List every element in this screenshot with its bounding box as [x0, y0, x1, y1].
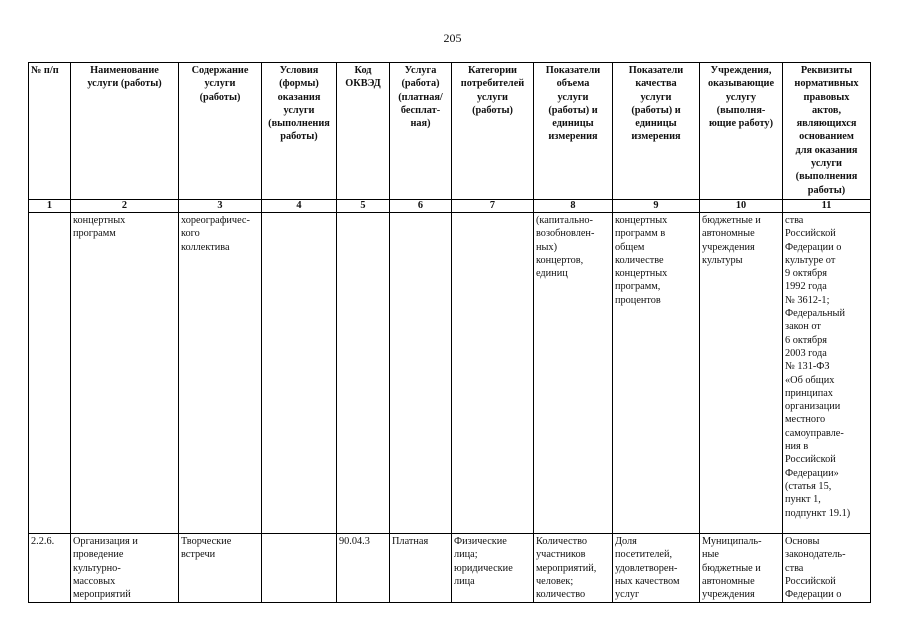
column-number: 5: [337, 200, 390, 213]
header-cell: Учреждения, оказывающие услугу (выполня- ющие работу): [700, 63, 783, 200]
header-cell: Категории потребителей услуги (работы): [452, 63, 534, 200]
table-cell: Количество участников мероприятий, человек; количество: [534, 534, 613, 603]
header-cell: Реквизиты нормативных правовых актов, являющихся основанием для оказания услуги (выполнения работы): [783, 63, 871, 200]
table-cell: Физические лица; юридические лица: [452, 534, 534, 603]
table-cell: [390, 213, 452, 534]
table-cell: [29, 213, 71, 534]
table-cell: хореографичес- кого коллектива: [179, 213, 262, 534]
column-number: 9: [613, 200, 700, 213]
table-cell: 2.2.6.: [29, 534, 71, 603]
header-cell: № п/п: [29, 63, 71, 200]
column-number: 6: [390, 200, 452, 213]
services-table: [28, 62, 871, 603]
header-cell: Содержание услуги (работы): [179, 63, 262, 200]
column-number: 4: [262, 200, 337, 213]
header-cell: Показатели качества услуги (работы) и единицы измерения: [613, 63, 700, 200]
table-cell: Доля посетителей, удовлетворен- ных качеством услуг: [613, 534, 700, 603]
table-cell: [452, 213, 534, 534]
header-cell: Услуга (работа) (платная/ бесплат- ная): [390, 63, 452, 200]
header-cell: Условия (формы) оказания услуги (выполнения работы): [262, 63, 337, 200]
column-number: 3: [179, 200, 262, 213]
table-row: [29, 213, 871, 534]
table-header-row: [29, 63, 871, 200]
table-cell: [262, 534, 337, 603]
table-cell: [262, 213, 337, 534]
table-cell: Платная: [390, 534, 452, 603]
header-cell: Наименование услуги (работы): [71, 63, 179, 200]
table-cell: Основы законодатель- ства Российской Федерации о: [783, 534, 871, 603]
table-row: [29, 534, 871, 603]
column-number: 1: [29, 200, 71, 213]
table-cell: ства Российской Федерации о культуре от 9 октября 1992 года № 3612-1; Федеральный закон от 6 октября 2003 года № 131-ФЗ «Об общих принципах организации местного самоуправле- ния в Российской Федерации» (статья 15, пункт 1, подпункт 19.1): [783, 213, 871, 534]
header-cell: Показатели объема услуги (работы) и единицы измерения: [534, 63, 613, 200]
column-number: 8: [534, 200, 613, 213]
table-cell: бюджетные и автономные учреждения культуры: [700, 213, 783, 534]
column-number: 10: [700, 200, 783, 213]
table-cell: концертных программ: [71, 213, 179, 534]
header-cell: Код ОКВЭД: [337, 63, 390, 200]
table-cell: Муниципаль- ные бюджетные и автономные учреждения: [700, 534, 783, 603]
table-cell: [337, 213, 390, 534]
column-number: 7: [452, 200, 534, 213]
column-number: 11: [783, 200, 871, 213]
column-number-row: [29, 200, 871, 213]
column-number: 2: [71, 200, 179, 213]
table-cell: (капитально- возобновлен- ных) концертов, единиц: [534, 213, 613, 534]
table-cell: Творческие встречи: [179, 534, 262, 603]
table-cell: концертных программ в общем количестве концертных программ, процентов: [613, 213, 700, 534]
table-cell: Организация и проведение культурно- массовых мероприятий: [71, 534, 179, 603]
table-cell: 90.04.3: [337, 534, 390, 603]
page-number: 205: [443, 31, 462, 45]
